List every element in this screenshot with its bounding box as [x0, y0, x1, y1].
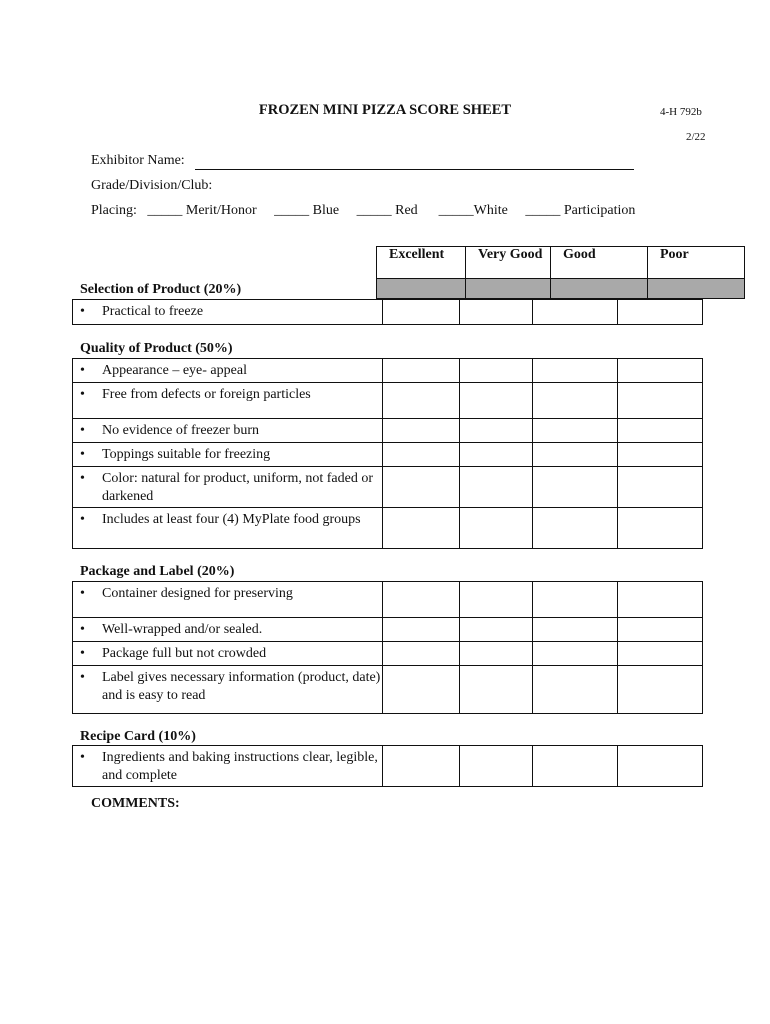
- rating-very-good: Very Good: [466, 247, 551, 279]
- placing-option-white: White: [473, 203, 508, 218]
- score-cell[interactable]: [533, 746, 618, 787]
- score-cell[interactable]: [383, 582, 460, 618]
- table-row: [73, 359, 703, 383]
- table-row: [73, 383, 703, 419]
- score-cell[interactable]: [460, 443, 533, 467]
- table-row: [73, 467, 703, 508]
- score-cell[interactable]: [618, 508, 703, 549]
- section-title: Quality of Product (50%): [80, 341, 233, 356]
- score-cell[interactable]: [533, 443, 618, 467]
- rating-poor: Poor: [648, 247, 745, 279]
- score-cell[interactable]: [460, 467, 533, 508]
- score-cell[interactable]: [618, 582, 703, 618]
- score-cell[interactable]: [460, 642, 533, 666]
- score-cell[interactable]: [533, 582, 618, 618]
- exhibitor-name-label: Exhibitor Name:: [91, 153, 185, 168]
- score-cell[interactable]: [618, 642, 703, 666]
- score-cell[interactable]: [533, 419, 618, 443]
- table-row: [73, 419, 703, 443]
- form-date: 2/22: [686, 131, 706, 143]
- shaded-cell: [466, 279, 551, 299]
- section-title: Package and Label (20%): [80, 564, 235, 579]
- bullet-icon: •: [80, 646, 85, 661]
- placing-blank-white[interactable]: _____: [438, 203, 474, 218]
- placing-option-merit: Merit/Honor: [185, 203, 257, 218]
- placing-option-participation: Participation: [563, 203, 636, 218]
- shaded-cell: [551, 279, 648, 299]
- score-cell[interactable]: [383, 419, 460, 443]
- placing-label: Placing:: [91, 203, 137, 218]
- score-cell[interactable]: [618, 467, 703, 508]
- criterion-label: Package full but not crowded: [102, 646, 267, 661]
- score-cell[interactable]: [383, 359, 460, 383]
- score-cell[interactable]: [618, 618, 703, 642]
- score-cell[interactable]: [618, 746, 703, 787]
- table-row: [73, 443, 703, 467]
- score-cell[interactable]: [383, 383, 460, 419]
- score-cell[interactable]: [618, 443, 703, 467]
- bullet-icon: •: [80, 471, 85, 486]
- score-cell[interactable]: [618, 359, 703, 383]
- score-cell[interactable]: [533, 666, 618, 714]
- rating-excellent: Excellent: [377, 247, 466, 279]
- criterion-label: Ingredients and baking instructions clear, legible, and complete: [102, 750, 378, 783]
- score-cell[interactable]: [383, 300, 460, 325]
- criterion-label: Well-wrapped and/or sealed.: [102, 622, 263, 637]
- score-cell[interactable]: [618, 300, 703, 325]
- criteria-table: [72, 745, 703, 787]
- exhibitor-name-field[interactable]: [195, 169, 634, 170]
- score-cell[interactable]: [383, 508, 460, 549]
- score-cell[interactable]: [383, 642, 460, 666]
- score-cell[interactable]: [460, 419, 533, 443]
- criterion-label: Appearance – eye- appeal: [102, 363, 247, 378]
- criterion-label: Free from defects or foreign particles: [102, 387, 311, 402]
- bullet-icon: •: [80, 622, 85, 637]
- table-row: [73, 508, 703, 549]
- form-number: 4-H 792b: [660, 106, 702, 118]
- score-cell[interactable]: [383, 467, 460, 508]
- bullet-icon: •: [80, 750, 85, 765]
- criterion-label: Practical to freeze: [102, 304, 204, 319]
- placing-row: [91, 203, 635, 219]
- score-cell[interactable]: [383, 666, 460, 714]
- score-cell[interactable]: [460, 383, 533, 419]
- criteria-table: [72, 581, 703, 714]
- criterion-label: Color: natural for product, uniform, not faded or darkened: [102, 471, 373, 504]
- score-cell[interactable]: [460, 300, 533, 325]
- score-cell[interactable]: [460, 508, 533, 549]
- criterion-label: Includes at least four (4) MyPlate food groups: [102, 512, 361, 527]
- score-cell[interactable]: [533, 618, 618, 642]
- score-cell[interactable]: [460, 746, 533, 787]
- score-cell[interactable]: [533, 642, 618, 666]
- bullet-icon: •: [80, 387, 85, 402]
- table-row: [73, 300, 703, 325]
- rating-good: Good: [551, 247, 648, 279]
- score-cell[interactable]: [460, 359, 533, 383]
- shaded-cell: [648, 279, 745, 299]
- table-row: [73, 582, 703, 618]
- placing-option-blue: Blue: [312, 203, 340, 218]
- criterion-label: Container designed for preserving: [102, 586, 293, 601]
- score-cell[interactable]: [460, 582, 533, 618]
- score-cell[interactable]: [383, 443, 460, 467]
- placing-blank-red[interactable]: _____: [356, 203, 392, 218]
- table-row: [73, 642, 703, 666]
- placing-blank-merit[interactable]: _____: [147, 203, 183, 218]
- score-cell[interactable]: [533, 383, 618, 419]
- placing-option-red: Red: [395, 203, 418, 218]
- section-title: Selection of Product (20%): [80, 282, 242, 297]
- placing-blank-blue[interactable]: _____: [274, 203, 310, 218]
- bullet-icon: •: [80, 363, 85, 378]
- placing-blank-participation[interactable]: _____: [525, 203, 561, 218]
- bullet-icon: •: [80, 512, 85, 527]
- score-cell[interactable]: [383, 746, 460, 787]
- criteria-table: [72, 299, 703, 325]
- score-cell[interactable]: [460, 666, 533, 714]
- table-row: [73, 746, 703, 787]
- table-row: [73, 666, 703, 714]
- grade-division-club-label: Grade/Division/Club:: [91, 178, 213, 193]
- score-cell[interactable]: [460, 618, 533, 642]
- bullet-icon: •: [80, 670, 85, 685]
- score-cell[interactable]: [618, 383, 703, 419]
- criterion-label: No evidence of freezer burn: [102, 423, 260, 438]
- page-title: FROZEN MINI PIZZA SCORE SHEET: [258, 102, 512, 118]
- table-row: [73, 618, 703, 642]
- bullet-icon: •: [80, 447, 85, 462]
- criteria-table: [72, 358, 703, 549]
- score-cell[interactable]: [383, 618, 460, 642]
- criterion-label: Toppings suitable for freezing: [102, 447, 271, 462]
- bullet-icon: •: [80, 586, 85, 601]
- rating-header: [376, 246, 745, 299]
- score-cell[interactable]: [618, 666, 703, 714]
- bullet-icon: •: [80, 304, 85, 319]
- criterion-label: Label gives necessary information (product, date) and is easy to read: [102, 670, 381, 703]
- comments-label: COMMENTS:: [91, 796, 180, 811]
- score-cell[interactable]: [533, 467, 618, 508]
- shaded-cell: [377, 279, 466, 299]
- score-cell[interactable]: [533, 300, 618, 325]
- bullet-icon: •: [80, 423, 85, 438]
- score-cell[interactable]: [533, 508, 618, 549]
- section-title: Recipe Card (10%): [80, 729, 196, 744]
- score-cell[interactable]: [533, 359, 618, 383]
- score-cell[interactable]: [618, 419, 703, 443]
